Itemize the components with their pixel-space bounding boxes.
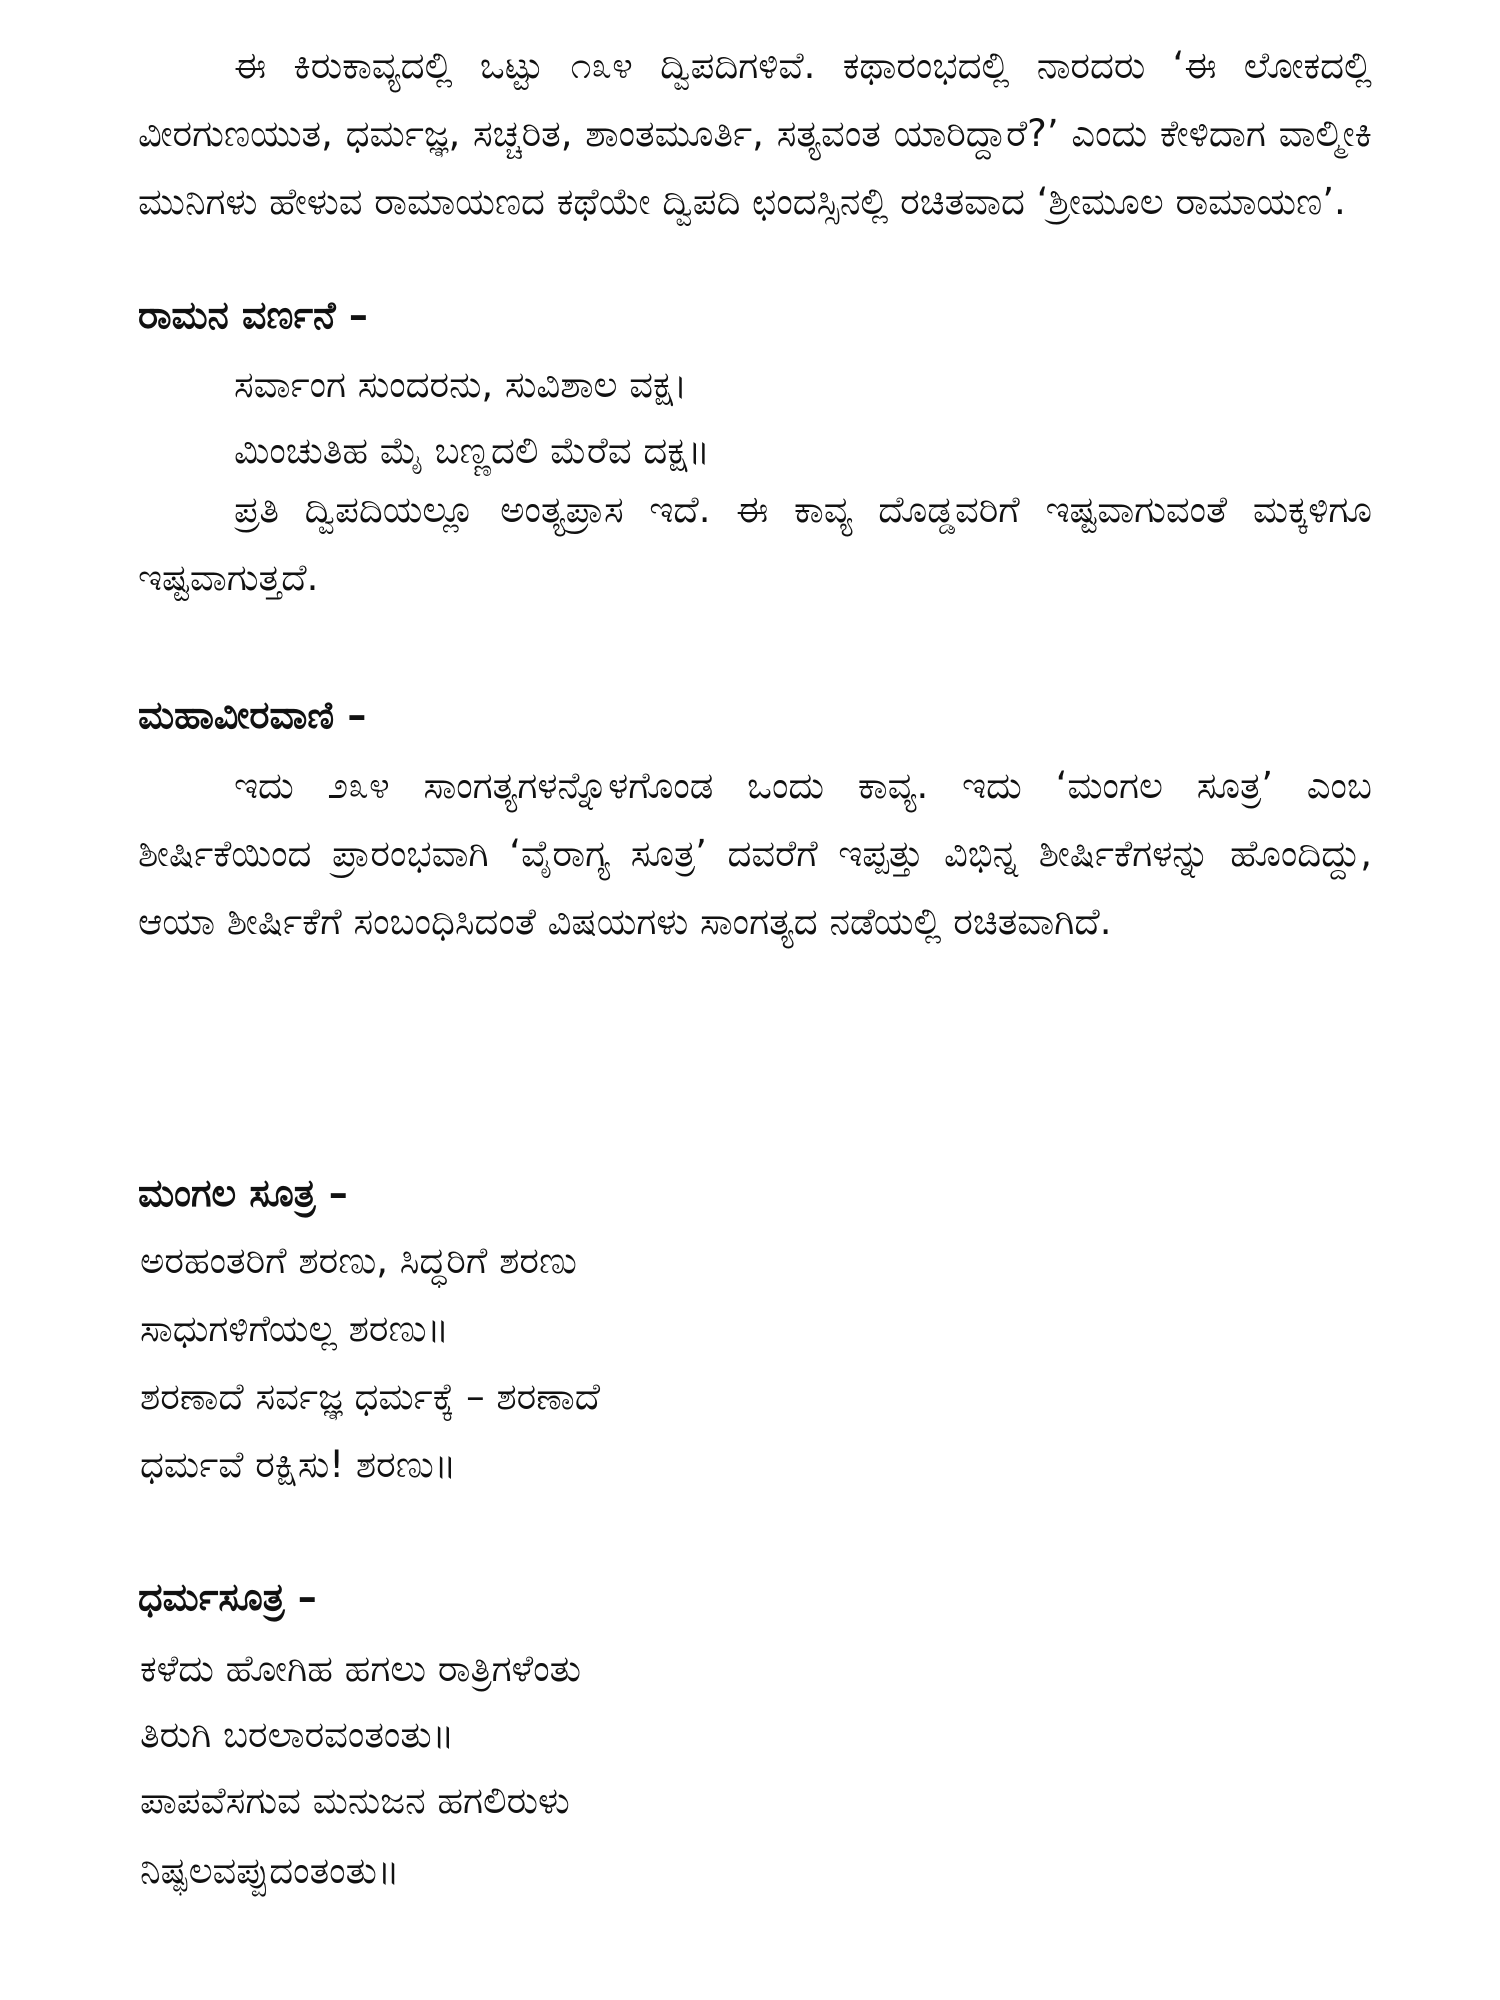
- dharma-heading: ಧರ್ಮಸೂತ್ರ –: [138, 1575, 317, 1619]
- rama-heading: ರಾಮನ ವರ್ಣನೆ –: [138, 293, 368, 337]
- mangala-verse-line: ಶರಣಾದೆ ಸರ್ವಜ್ಞ ಧರ್ಮಕ್ಕೆ – ಶರಣಾದೆ: [140, 1375, 601, 1418]
- mangala-verse-line: ಸಾಧುಗಳಿಗೆಯಲ್ಲ ಶರಣು॥: [140, 1307, 450, 1350]
- rama-verse-line: ಸರ್ವಾಂಗ ಸುಂದರನು, ಸುವಿಶಾಲ ವಕ್ಷ।: [234, 363, 688, 406]
- dharma-verse-line: ಕಳೆದು ಹೋಗಿಹ ಹಗಲು ರಾತ್ರಿಗಳೆಂತು: [140, 1647, 581, 1690]
- mahavira-paragraph: ಇದು ೨೩೪ ಸಾಂಗತ್ಯಗಳನ್ನೊಳಗೊಂಡ ಒಂದು ಕಾವ್ಯ. ಇದು ‘ಮಂಗಲ ಸೂತ್ರ’ ಎಂಬ ಶೀರ್ಷಿಕೆಯಿಂದ ಪ್ರಾರಂಭವಾಗಿ ‘ವೈರಾಗ್ಯ ಸೂತ್ರ’ ದವರೆಗೆ ಇಪ್ಪತ್ತು ವಿಭಿನ್ನ ಶೀರ್ಷಿಕೆಗಳನ್ನು ಹೊಂದಿದ್ದು, ಆಯಾ ಶೀರ್ಷಿಕೆಗೆ ಸಂಬಂಧಿಸಿದಂತೆ ವಿಷಯಗಳು ಸಾಂಗತ್ಯದ ನಡೆಯಲ್ಲಿ ರಚಿತವಾಗಿದೆ.: [138, 764, 1372, 943]
- dharma-verse-line: ಪಾಪವೆಸಗುವ ಮನುಜನ ಹಗಲಿರುಳು: [140, 1779, 570, 1822]
- mahavira-heading: ಮಹಾವೀರವಾಣಿ –: [138, 693, 367, 737]
- rama-verse-line: ಮಿಂಚುತಿಹ ಮೈ ಬಣ್ಣದಲಿ ಮೆರೆವ ದಕ್ಷ॥: [234, 429, 710, 472]
- mangala-verse-line: ಧರ್ಮವೆ ರಕ್ಷಿಸು! ಶರಣು॥: [140, 1443, 457, 1486]
- rama-note-paragraph: ಪ್ರತಿ ದ್ವಿಪದಿಯಲ್ಲೂ ಅಂತ್ಯಪ್ರಾಸ ಇದೆ. ಈ ಕಾವ್ಯ ದೊಡ್ಡವರಿಗೆ ಇಷ್ಟವಾಗುವಂತೆ ಮಕ್ಕಳಿಗೂ ಇಷ್ಟವಾಗುತ್ತದೆ.: [138, 488, 1372, 599]
- intro-paragraph: ಈ ಕಿರುಕಾವ್ಯದಲ್ಲಿ ಒಟ್ಟು ೧೩೪ ದ್ವಿಪದಿಗಳಿವೆ. ಕಥಾರಂಭದಲ್ಲಿ ನಾರದರು ‘ಈ ಲೋಕದಲ್ಲಿ ವೀರಗುಣಯುತ, ಧರ್ಮಜ್ಞ, ಸಚ್ಚರಿತ, ಶಾಂತಮೂರ್ತಿ, ಸತ್ಯವಂತ ಯಾರಿದ್ದಾರೆ?’ ಎಂದು ಕೇಳಿದಾಗ ವಾಲ್ಮೀಕಿ ಮುನಿಗಳು ಹೇಳುವ ರಾಮಾಯಣದ ಕಥೆಯೇ ದ್ವಿಪದಿ ಛಂದಸ್ಸಿನಲ್ಲಿ ರಚಿತವಾದ ‘ಶ್ರೀಮೂಲ ರಾಮಾಯಣ’.: [138, 44, 1372, 223]
- mangala-verse-line: ಅರಹಂತರಿಗೆ ಶರಣು, ಸಿದ್ಧರಿಗೆ ಶರಣು: [140, 1239, 577, 1282]
- dharma-verse-line: ನಿಷ್ಫಲವಪ್ಪುದಂತಂತು॥: [140, 1849, 400, 1892]
- mangala-heading: ಮಂಗಲ ಸೂತ್ರ –: [138, 1171, 348, 1215]
- dharma-verse-line: ತಿರುಗಿ ಬರಲಾರವಂತಂತು॥: [140, 1713, 455, 1756]
